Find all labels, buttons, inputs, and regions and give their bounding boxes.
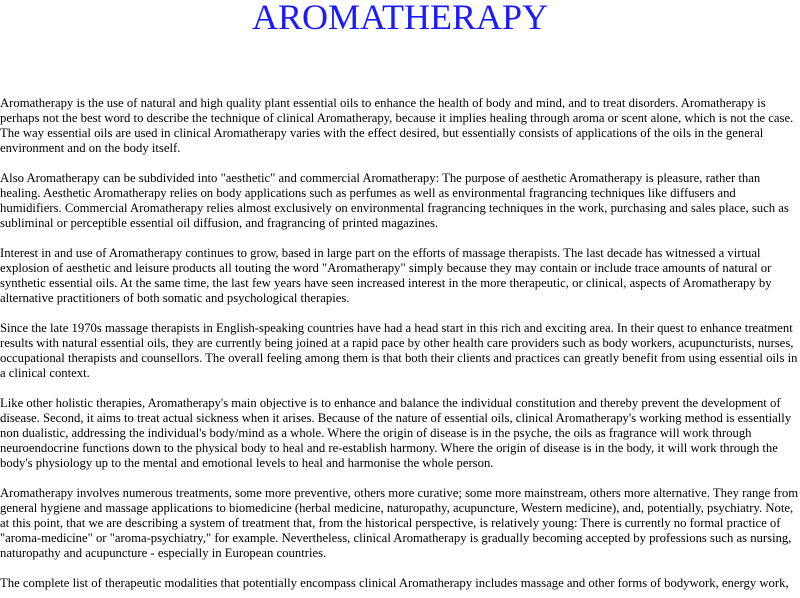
paragraph-4: Since the late 1970s massage therapists in English-speaking countries have had a head start in this rich and exciting area. In their quest to enhance treatment results with natural essential oils, they are currently being joined at a rapid pace by other health care providers such as body workers, acupuncturists, nurses, occupational therapists and counsellors. The overall feeling among them is that both their clients and practices can greatly benefit from using essential oils in a clinical context. [0, 321, 798, 380]
paragraph-3: Interest in and use of Aromatherapy continues to grow, based in large part on the efforts of massage therapists. The last decade has witnessed a virtual explosion of aesthetic and leisure products all touting the word "Aromatherapy" simply because they may contain or include trace amounts of natural or synthetic essential oils. At the same time, the last few years have seen increased interest in the more therapeutic, or clinical, aspects of Aromatherapy by alternative practitioners of both somatic and psychological therapies. [0, 246, 772, 305]
article-body [0, 96, 800, 598]
paragraph-1: Aromatherapy is the use of natural and high quality plant essential oils to enhance the health of body and mind, and to treat disorders. Aromatherapy is perhaps not the best word to describe the technique of clinical Aromatherapy, because it implies healing through aroma or scent alone, which is not the case. The way essential oils are used in clinical Aromatherapy varies with the effect desired, but essentially consists of applications of the oils in the general environment and on the body itself. [0, 96, 794, 155]
paragraph-5: Like other holistic therapies, Aromatherapy's main objective is to enhance and balance the individual constitution and thereby prevent the development of disease. Second, it aims to treat actual sickness when it arises. Because of the nature of essential oils, clinical Aromatherapy's working method is essentially non dualistic, addressing the individual's body/mind as a whole. Where the origin of disease is in the psyche, the oils as fragrance will work through neuroendocrine functions down to the physical body to heal and re-establish harmony. Where the origin of disease is in the body, it will work through the body's physiology up to the mental and emotional levels to heal and harmonise the whole person. [0, 396, 792, 470]
paragraph-7: The complete list of therapeutic modalities that potentially encompass clinical Aromatherapy includes massage and other forms of bodywork, energy work, [0, 576, 789, 590]
page-title: AROMATHERAPY [251, 0, 549, 37]
paragraph-6: Aromatherapy involves numerous treatments, some more preventive, others more curative; some more mainstream, others more alternative. They range from general hygiene and massage applications to biomedicine (herbal medicine, naturopathy, acupuncture, Western medicine), and, potentially, psychiatry. Note, at this point, that we are describing a system of treatment that, from the historical perspective, is relatively young: There is currently no formal practice of "aroma-medicine" or "aroma-psychiatry," for example. Nevertheless, clinical Aromatherapy is gradually becoming accepted by professions such as nursing, naturopathy and acupuncture - especially in European countries. [0, 486, 799, 560]
paragraph-2: Also Aromatherapy can be subdivided into "aesthetic" and commercial Aromatherapy: The purpose of aesthetic Aromatherapy is pleasure, rather than healing. Aesthetic Aromatherapy relies on body applications such as perfumes as well as environmental fragrancing techniques like diffusers and humidifiers. Commercial Aromatherapy relies almost exclusively on environmental fragrancing techniques in the work, purchasing and sales place, such as subliminal or perceptible essential oil diffusion, and fragrancing of printed magazines. [0, 171, 789, 230]
